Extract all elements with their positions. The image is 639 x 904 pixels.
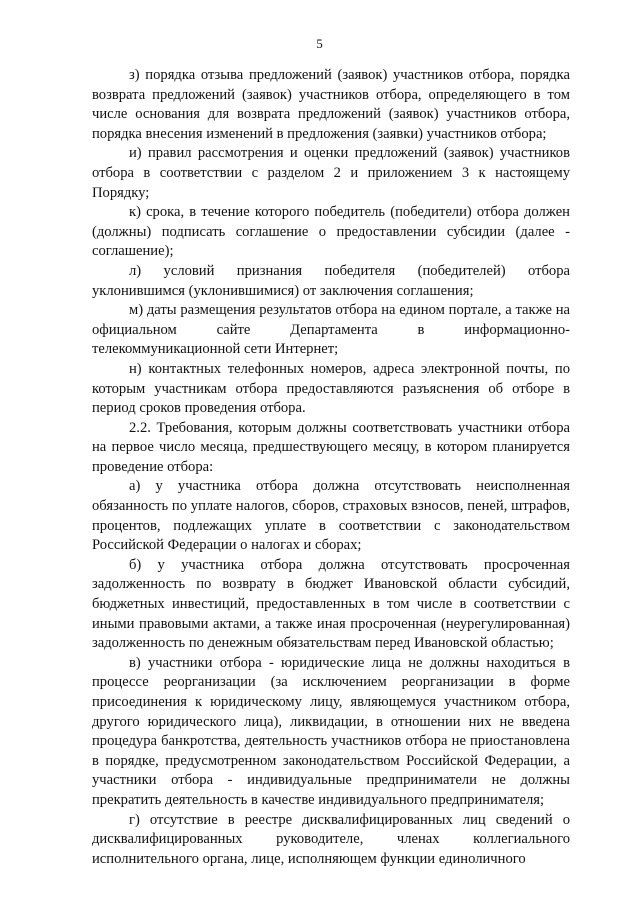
paragraph-a: а) у участника отбора должна отсутствовать неисполненная обязанность по уплате налогов, сборов, страховых взносов, пеней, штрафов, процентов, подлежащих уплате в соответствии с законодательством Российской Федерации о налогах и сборах; [92, 478, 570, 554]
paragraph-k: к) срока, в течение которого победитель (победители) отбора должен (должны) подписать соглашение о предоставлении субсидии (далее - соглашение); [92, 204, 570, 260]
paragraph-g: г) отсутствие в реестре дисквалифицированных лиц сведений о дисквалифицированных руководителе, членах коллегиального исполнительного органа, лице, исполняющем функции единоличного [92, 811, 570, 867]
paragraph-m: м) даты размещения результатов отбора на едином портале, а также на официальном сайте Департамента в информационно-телекоммуникационной сети Интернет; [92, 302, 570, 358]
paragraph-i: и) правил рассмотрения и оценки предложений (заявок) участников отбора в соответствии с разделом 2 и приложением 3 к настоящему Порядку; [92, 145, 570, 201]
paragraph-n: н) контактных телефонных номеров, адреса электронной почты, по которым участникам отбора предоставляются разъяснения об отборе в период сроков проведения отбора. [92, 360, 570, 417]
paragraph-v: в) участники отбора - юридические лица не должны находиться в процессе реорганизации (за исключением реорганизации в форме присоединения к юридическому лицу, являющемуся участником отбора, другого юридического лица), ликвидации, в отношении них не введена процедура банкротства, деятельность участников отбора не приостановлена в порядке, предусмотренном законодательством Российской Федерации, а участники отбора - индивидуальные предприниматели не должны прекратить деятельность в качестве индивидуального предпринимателя; [92, 654, 570, 808]
document-body [92, 66, 570, 869]
page-number: 5 [316, 36, 323, 51]
paragraph-b: б) у участника отбора должна отсутствовать просроченная задолженность по возврату в бюджет Ивановской области субсидий, бюджетных инвестиций, предоставленных в том числе в соответствии с иными правовыми актами, а также иная просроченная (неурегулированная) задолженность по денежным обязательствам перед Ивановской областью; [92, 556, 570, 652]
paragraph-l: л) условий признания победителя (победителей) отбора уклонившимся (уклонившимися) от заключения соглашения; [92, 262, 570, 299]
paragraph-2-2: 2.2. Требования, которым должны соответствовать участники отбора на первое число месяца, предшествующего месяцу, в котором планируется проведение отбора: [92, 419, 570, 475]
paragraph-z: з) порядка отзыва предложений (заявок) участников отбора, порядка возврата предложений (заявок) участников отбора, определяющего в том числе основания для возврата предложений (заявок) участников отбора, порядка внесения изменений в предложения (заявки) участников отбора; [92, 67, 570, 142]
